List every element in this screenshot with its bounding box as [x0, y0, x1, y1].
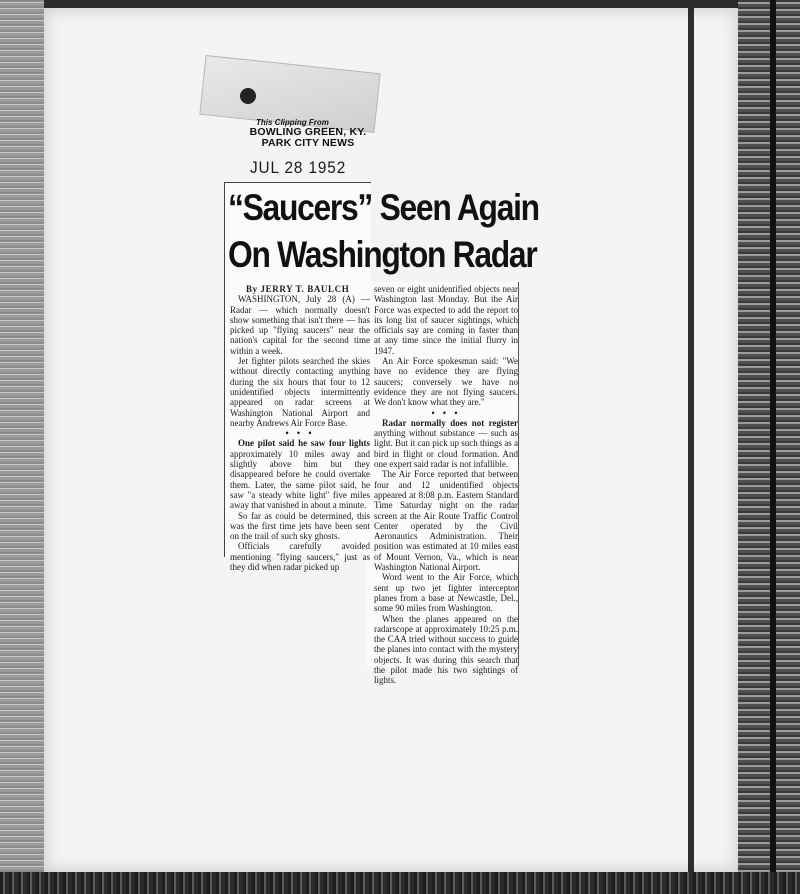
paragraph: Jet fighter pilots searched the skies without directly contacting anything during the six hours that four to 12 unidentified objects intermittently appeared on radar screens at Washington National Airport and nearby Andrews Air Force Base. [230, 356, 370, 428]
paper-name: PARK CITY NEWS [261, 137, 355, 149]
section-divider: • • • [431, 407, 461, 418]
paragraph: Officials carefully avoided mentioning "flying saucers," just as they did when radar picked up [230, 541, 370, 573]
headline-line-1: “Saucers” Seen Again [228, 187, 539, 228]
clipping-source [238, 118, 378, 149]
paragraph: seven or eight unidentified objects near Washington last Monday. But the Air Force was expected to add the report to its long list of saucer sightings, which officials say are coming in faster than at any time since the initial flurry in 1947. [374, 284, 518, 356]
paragraph: Radar normally does not register anything without substance — such as light. But it can pick up such things as a bird in flight or cloud formation. And one expert said radar is not infallible. [374, 417, 518, 470]
lead-in-bold: Radar normally does not register [382, 417, 518, 428]
article-column-left [230, 284, 370, 572]
byline: By JERRY T. BAULCH [246, 284, 350, 294]
headline-line-2: On Washington Radar [228, 234, 537, 275]
paragraph: WASHINGTON, July 28 (A) — Radar — which normally doesn't show something that isn't there — has picked up "flying saucers" near the nation's capital for the second time within a week. [230, 294, 370, 356]
paper-city: BOWLING GREEN, KY. [249, 126, 367, 138]
scan-edge-stripe [770, 0, 776, 894]
section-divider: • • • [285, 428, 315, 439]
paragraph: So far as could be determined, this was the first time jets have been sent on the trail of such sky ghosts. [230, 510, 370, 542]
paragraph: The Air Force reported that between four and 12 unidentified objects appeared at 8:08 p.m. Eastern Standard Time Saturday night on the radar screen at the Air Route Traffic Control Center operated by the Civil Aeronautics Administration. Their position was estimated at 10 miles east of Mount Vernon, Va., which is near Washington National Airport. [374, 469, 518, 573]
date-stamp: JUL 28 1952 [250, 158, 347, 177]
article-column-right [374, 284, 518, 686]
punch-hole-icon [240, 88, 256, 104]
page-edge-stripe [688, 8, 694, 872]
paragraph: One pilot said he saw four lights approximately 10 miles away and slightly above him but they disappeared before he could overtake them. Later, the same pilot said, he saw "a steady white light" five miles away that vanished in about a minute. [230, 438, 370, 511]
paragraph: Word went to the Air Force, which sent up two jet fighter interceptor planes from a base at Newcastle, Del., some 90 miles from Washington. [374, 572, 518, 614]
clipping-from-label: This Clipping From [256, 118, 329, 127]
paragraph: An Air Force spokesman said: "We have no evidence they are flying saucers; conversely we have no evidence they are not flying saucers. We don't know what they are." [374, 356, 518, 408]
paragraph: When the planes appeared on the radarscope at approximately 10:25 p.m. the CAA tried without success to guide the planes into contact with the mystery objects. It was during this search that the pilot made his two sightings of lights. [374, 613, 518, 686]
scan-frame-bottom [0, 872, 800, 894]
lead-in-bold: One pilot said he saw four lights [238, 438, 370, 449]
article-headline [228, 184, 539, 278]
scan-frame-left [0, 0, 44, 894]
scan-frame-right [738, 0, 800, 894]
